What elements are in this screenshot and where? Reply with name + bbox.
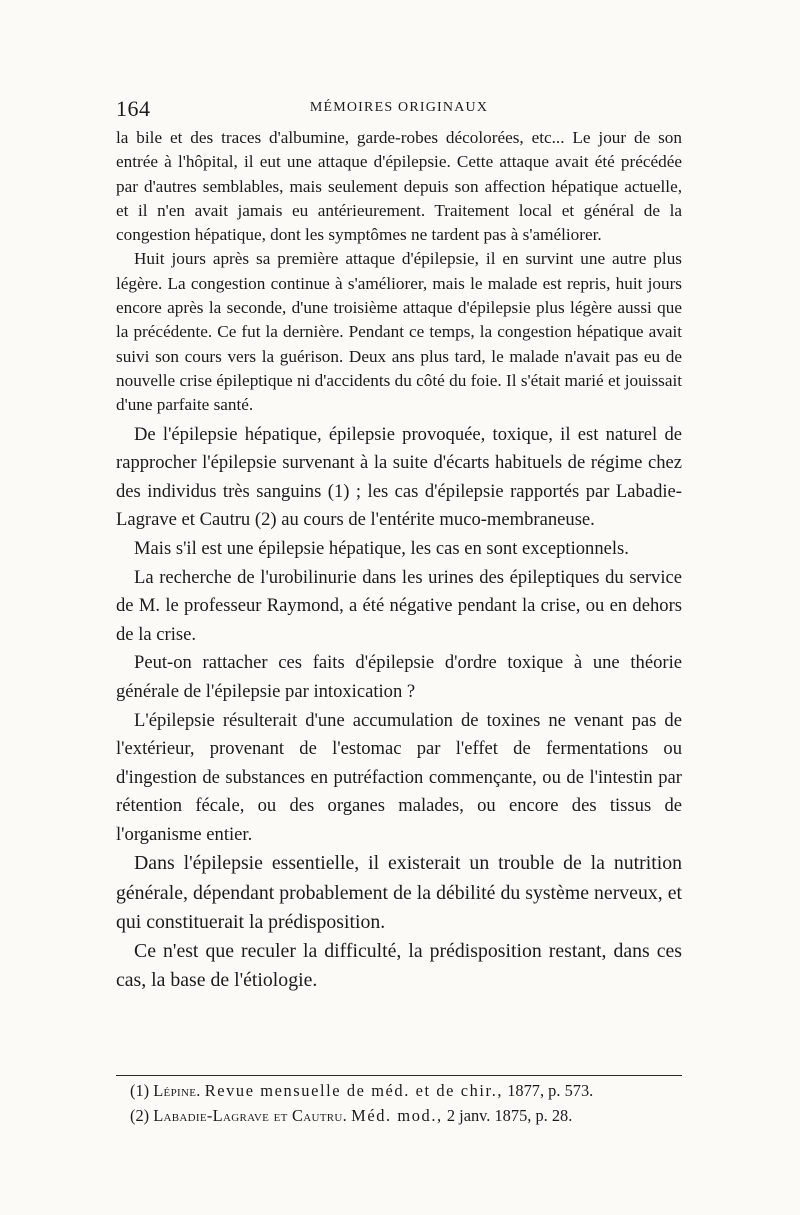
footnote-details: 1877, p. 573. bbox=[507, 1081, 594, 1100]
paragraph-subsequent-attacks: Huit jours après sa première attaque d'épilepsie, il en survint une autre plus légère. La congestion continue à s'améliorer, mais le malade est repris, huit jours encore après la seconde, d'une troisième attaque d'épilepsie plus légère aussi que la précédente. Ce fut la dernière. Pendant ce temps, la congestion hépatique avait suivi son cours vers la guérison. Deux ans plus tard, le malade n'avait pas eu de nouvelle crise épileptique ni d'accidents du côté du foie. Il s'était marié et jouissait d'une parfaite santé. bbox=[116, 249, 682, 415]
paragraph-toxin-accumulation: L'épilepsie résulterait d'une accumulation de toxines ne venant pas de l'extérieur, provenant de l'estomac par l'effet de fermentations ou d'ingestion de substances en putréfaction commençante, ou de l'intestin par rétention fécale, ou des organes malades, ou encore des tissus de l'organisme entier. bbox=[116, 709, 682, 845]
paragraph-essential-epilepsy: Dans l'épilepsie essentielle, il existerait un trouble de la nutrition générale, dépendant probablement de la débilité du système nerveux, et qui constituerait la prédisposition. bbox=[116, 852, 682, 933]
footnote-marker: (2) bbox=[130, 1106, 150, 1125]
body-text bbox=[116, 126, 682, 995]
footnote-author: Labadie-Lagrave et Cautru. bbox=[153, 1106, 348, 1125]
page-header bbox=[116, 96, 682, 126]
paragraph-exceptional-cases: Mais s'il est une épilepsie hépatique, les cas en sont exceptionnels. bbox=[134, 537, 629, 559]
footnote-2 bbox=[130, 1103, 690, 1128]
paragraph-general-theory-question: Peut-on rattacher ces faits d'épilepsie d'ordre toxique à une théorie générale de l'épilepsie par intoxication ? bbox=[116, 652, 682, 702]
footnote-journal: Méd. mod., bbox=[351, 1106, 443, 1125]
running-title: MÉMOIRES ORIGINAUX bbox=[309, 100, 489, 115]
page-number: 164 bbox=[116, 96, 151, 121]
footnotes bbox=[130, 1078, 690, 1128]
footnote-1 bbox=[130, 1078, 690, 1103]
paragraph-conclusion: Ce n'est que reculer la difficulté, la prédisposition restant, dans ces cas, la base de l'étiologie. bbox=[116, 940, 682, 992]
paragraph-case-continuation: la bile et des traces d'albumine, garde-robes décolorées, etc... Le jour de son entrée à l'hôpital, il eut une attaque d'épilepsie. Cette attaque avait été précédée par d'autres semblables, mais seulement depuis son affection hépatique actuelle, et il n'en avait jamais eu antérieurement. Traitement local et général de la congestion hépatique, dont les symptômes ne tardent pas à s'améliorer. bbox=[116, 128, 682, 245]
footnote-details: 2 janv. 1875, p. 28. bbox=[446, 1106, 573, 1125]
paragraph-toxic-epilepsy: De l'épilepsie hépatique, épilepsie provoquée, toxique, il est naturel de rapprocher l'épilepsie survenant à la suite d'écarts habituels de régime chez des individus très sanguins (1) ; les cas d'épilepsie rapportés par Labadie-Lagrave et Cautru (2) au cours de l'entérite muco-membraneuse. bbox=[116, 423, 682, 531]
paragraph-urobilinuria-research: La recherche de l'urobilinurie dans les urines des épileptiques du service de M. le professeur Raymond, a été négative pendant la crise, ou en dehors de la crise. bbox=[116, 566, 682, 645]
footnote-marker: (1) bbox=[130, 1081, 150, 1100]
footnote-journal: Revue mensuelle de méd. et de chir., bbox=[204, 1081, 504, 1100]
footnote-author: Lépine. bbox=[153, 1081, 201, 1100]
footnote-divider bbox=[116, 1075, 682, 1076]
